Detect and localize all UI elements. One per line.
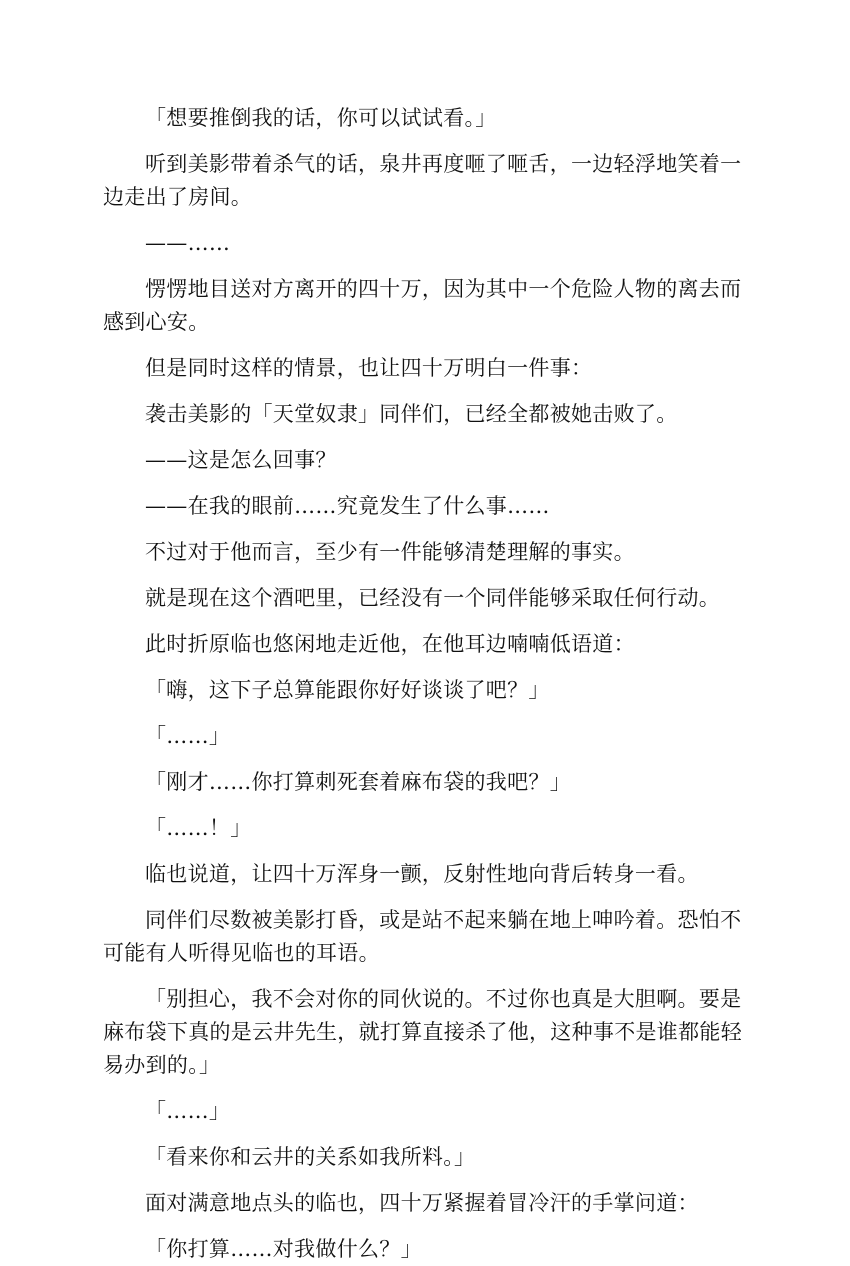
paragraph: 但是同时这样的情景，也让四十万明白一件事： [145, 356, 593, 380]
paragraph: 「……」 [145, 724, 231, 748]
paragraph: ——…… [145, 231, 231, 255]
paragraph: 听到美影带着杀气的话，泉井再度咂了咂舌，一边轻浮地笑着一边走出了房间。 [103, 152, 742, 209]
paragraph: 「……！」 [145, 816, 252, 840]
paragraph: ——这是怎么回事？ [145, 448, 337, 472]
paragraph: 「看来你和云井的关系如我所料。」 [145, 1145, 476, 1169]
paragraph: 「……」 [145, 1099, 231, 1123]
paragraph: 同伴们尽数被美影打昏，或是站不起来躺在地上呻吟着。恐怕不可能有人听得见临也的耳语。 [103, 908, 742, 965]
paragraph: 「想要推倒我的话，你可以试试看。」 [145, 106, 497, 130]
paragraph: 愣愣地目送对方离开的四十万，因为其中一个危险人物的离去而感到心安。 [103, 277, 742, 334]
paragraph: 面对满意地点头的临也，四十万紧握着冒冷汗的手掌问道： [145, 1191, 699, 1215]
paragraph: 临也说道，让四十万浑身一颤，反射性地向背后转身一看。 [145, 862, 699, 886]
paragraph: 「刚才……你打算刺死套着麻布袋的我吧？」 [145, 770, 571, 794]
paragraph: 「你打算……对我做什么？」 [145, 1237, 422, 1261]
paragraph: 袭击美影的「天堂奴隶」同伴们，已经全都被她击败了。 [145, 402, 678, 426]
paragraph: 不过对于他而言，至少有一件能够清楚理解的事实。 [145, 540, 635, 564]
paragraph: 「嗨，这下子总算能跟你好好谈谈了吧？」 [145, 678, 550, 702]
paragraph: 就是现在这个酒吧里，已经没有一个同伴能够采取任何行动。 [145, 586, 721, 610]
paragraph: ——在我的眼前……究竟发生了什么事…… [145, 494, 550, 518]
paragraph: 「别担心，我不会对你的同伙说的。不过你也真是大胆啊。要是麻布袋下真的是云井先生，就打算直接杀了他，这种事不是谁都能轻易办到的。」 [103, 987, 742, 1077]
paragraph: 此时折原临也悠闲地走近他，在他耳边喃喃低语道： [145, 632, 635, 656]
